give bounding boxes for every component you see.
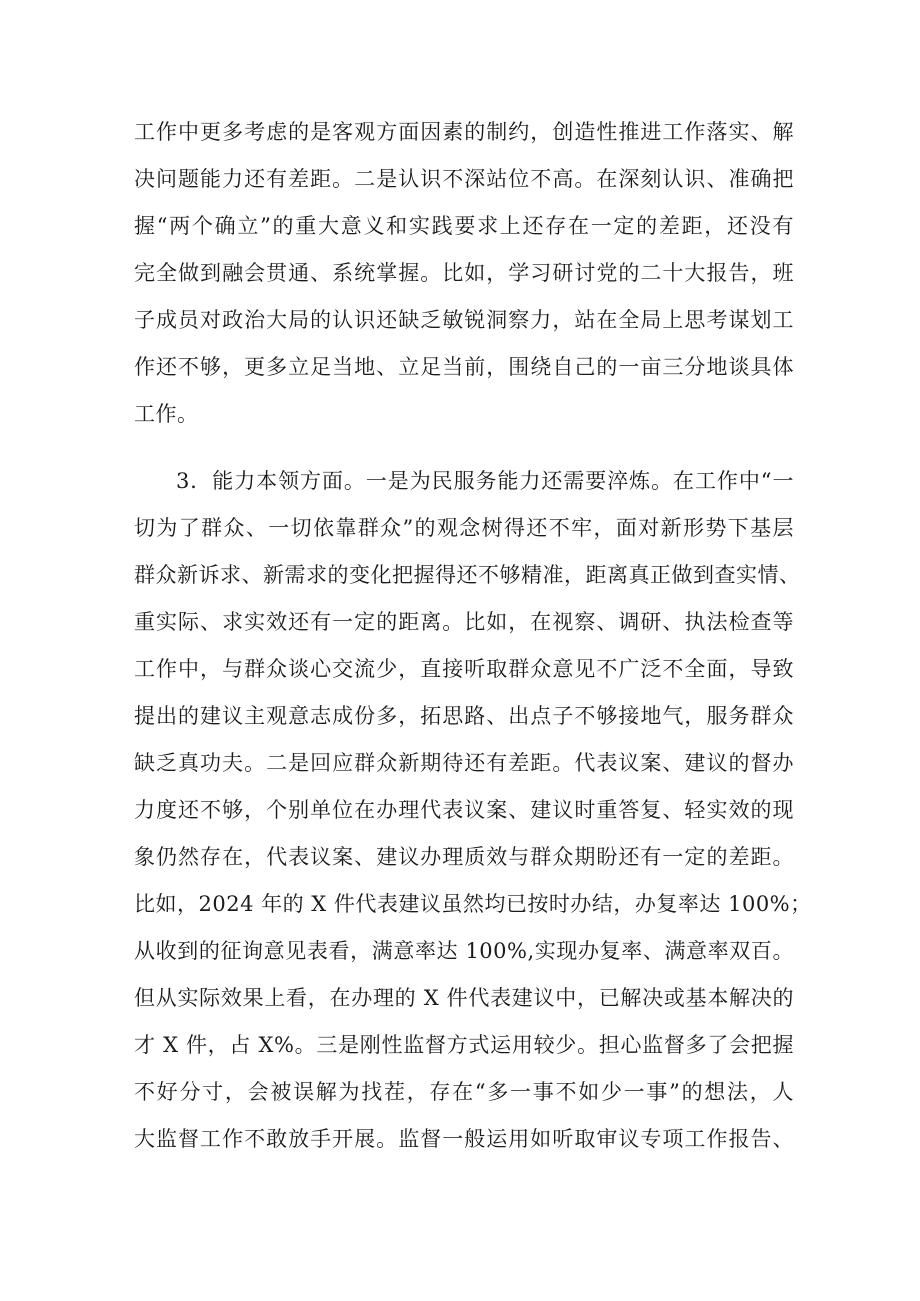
text-line: 象仍然存在，代表议案、建议办理质效与群众期盼还有一定的差距。 <box>134 845 794 869</box>
text-line: 重实际、求实效还有一定的距离。比如，在视察、调研、执法检查等 <box>134 610 794 634</box>
text-line: 作还不够，更多立足当地、立足当前，围绕自己的一亩三分地谈具体 <box>134 355 794 379</box>
text-line: 工作。 <box>134 402 199 426</box>
text-line: 切为了群众、一切依靠群众”的观念树得还不牢，面对新形势下基层 <box>134 516 794 540</box>
text-line: 工作中，与群众谈心交流少，直接听取群众意见不广泛不全面，导致 <box>134 657 794 681</box>
text-line: 大监督工作不敢放手开展。监督一般运用如听取审议专项工作报告、 <box>134 1127 794 1151</box>
text-line: 子成员对政治大局的认识还缺乏敏锐洞察力，站在全局上思考谋划工 <box>134 308 794 332</box>
text-line: 但从实际效果上看，在办理的 X 件代表建议中，已解决或基本解决的 <box>134 986 794 1010</box>
text-line: 握“两个确立”的重大意义和实践要求上还存在一定的差距，还没有 <box>134 214 794 238</box>
text-line: 比如，2024 年的 X 件代表建议虽然均已按时办结，办复率达 100%； <box>134 892 812 916</box>
text-line: 决问题能力还有差距。二是认识不深站位不高。在深刻认识、准确把 <box>134 167 794 191</box>
text-line: 力度还不够，个别单位在办理代表议案、建议时重答复、轻实效的现 <box>134 798 794 822</box>
text-line: 缺乏真功夫。二是回应群众新期待还有差距。代表议案、建议的督办 <box>134 751 794 775</box>
text-line: 从收到的征询意见表看，满意率达 100%,实现办复率、满意率双百。 <box>134 939 794 963</box>
text-line: 才 X 件，占 X%。三是刚性监督方式运用较少。担心监督多了会把握 <box>134 1033 794 1057</box>
text-line: 工作中更多考虑的是客观方面因素的制约，创造性推进工作落实、解 <box>134 120 794 144</box>
text-line: 完全做到融会贯通、系统掌握。比如，学习研讨党的二十大报告，班 <box>134 261 794 285</box>
text-line: 群众新诉求、新需求的变化把握得还不够精准，距离真正做到查实情、 <box>134 563 801 587</box>
text-line: 3．能力本领方面。一是为民服务能力还需要淬炼。在工作中“一 <box>176 469 794 493</box>
text-line: 不好分寸，会被误解为找茬，存在“多一事不如少一事”的想法，人 <box>134 1080 794 1104</box>
text-line: 提出的建议主观意志成份多，拓思路、出点子不够接地气，服务群众 <box>134 704 794 728</box>
